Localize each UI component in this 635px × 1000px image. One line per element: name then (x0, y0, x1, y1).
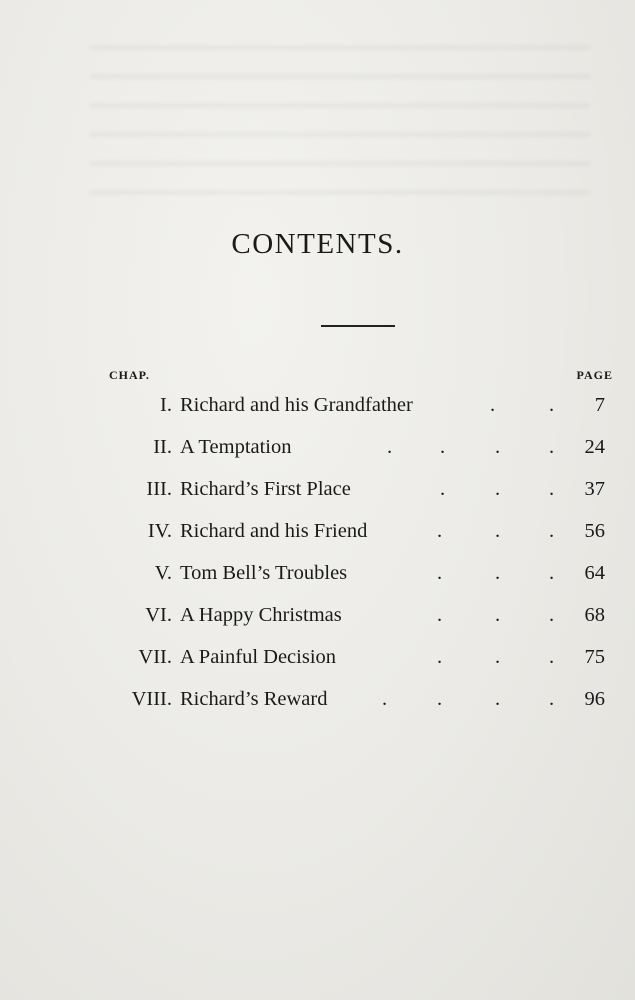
chapter-numeral: VIII. (131, 688, 172, 710)
dot-leader: . (549, 646, 555, 668)
chapter-title: A Happy Christmas (180, 604, 342, 626)
dot-leader: . (495, 646, 501, 668)
dot-leader: . (495, 688, 501, 710)
dot-leader: . (549, 520, 555, 542)
dot-leader: . (549, 478, 555, 500)
dot-leader: . (549, 436, 555, 458)
page-number: 68 (584, 604, 605, 626)
dot-leader: . (549, 604, 555, 626)
chapter-title: Richard and his Friend (180, 520, 368, 542)
chapter-numeral: IV. (147, 520, 172, 542)
chapter-numeral: III. (146, 478, 172, 500)
dot-leader: . (495, 562, 501, 584)
toc-entry (0, 554, 635, 596)
title-rule (321, 325, 395, 327)
dot-leader: . (549, 562, 555, 584)
dot-leader: . (440, 436, 446, 458)
page-number: 64 (584, 562, 605, 584)
chapter-numeral: VI. (145, 604, 172, 626)
dot-leader: . (495, 478, 501, 500)
show-through-text (90, 40, 590, 220)
page-number: 37 (584, 478, 605, 500)
toc-entry (0, 680, 635, 722)
page-number: 96 (584, 688, 605, 710)
toc-entry (0, 638, 635, 680)
toc-entry (0, 596, 635, 638)
dot-leader: . (549, 688, 555, 710)
toc-entry (0, 386, 635, 428)
dot-leader: . (495, 436, 501, 458)
dot-leader: . (437, 520, 443, 542)
page-number: 7 (594, 394, 605, 416)
chapter-title: A Painful Decision (180, 646, 337, 668)
dot-leader: . (440, 478, 446, 500)
page-title: CONTENTS. (231, 228, 404, 260)
chapter-title: A Temptation (180, 436, 292, 458)
page-column-header: PAGE (576, 368, 613, 382)
dot-leader: . (490, 394, 496, 416)
dot-leader: . (387, 436, 393, 458)
chapter-title: Richard and his Grandfather (180, 394, 413, 416)
dot-leader: . (495, 604, 501, 626)
chapter-numeral: I. (160, 394, 172, 416)
chapter-title: Richard’s Reward (180, 688, 328, 710)
chapter-title: Richard’s First Place (180, 478, 351, 500)
dot-leader: . (437, 646, 443, 668)
dot-leader: . (549, 394, 555, 416)
dot-leader: . (382, 688, 388, 710)
page-number: 24 (584, 436, 605, 458)
chapter-numeral: VII. (138, 646, 172, 668)
page-number: 75 (584, 646, 605, 668)
dot-leader: . (437, 604, 443, 626)
page-number: 56 (584, 520, 605, 542)
chapter-numeral: II. (153, 436, 172, 458)
chapter-numeral: V. (154, 562, 172, 584)
chapter-title: Tom Bell’s Troubles (180, 562, 348, 584)
dot-leader: . (437, 688, 443, 710)
chapter-column-header: CHAP. (109, 368, 150, 382)
toc-entry (0, 470, 635, 512)
dot-leader: . (495, 520, 501, 542)
dot-leader: . (437, 562, 443, 584)
toc-entry (0, 512, 635, 554)
toc-entry (0, 428, 635, 470)
